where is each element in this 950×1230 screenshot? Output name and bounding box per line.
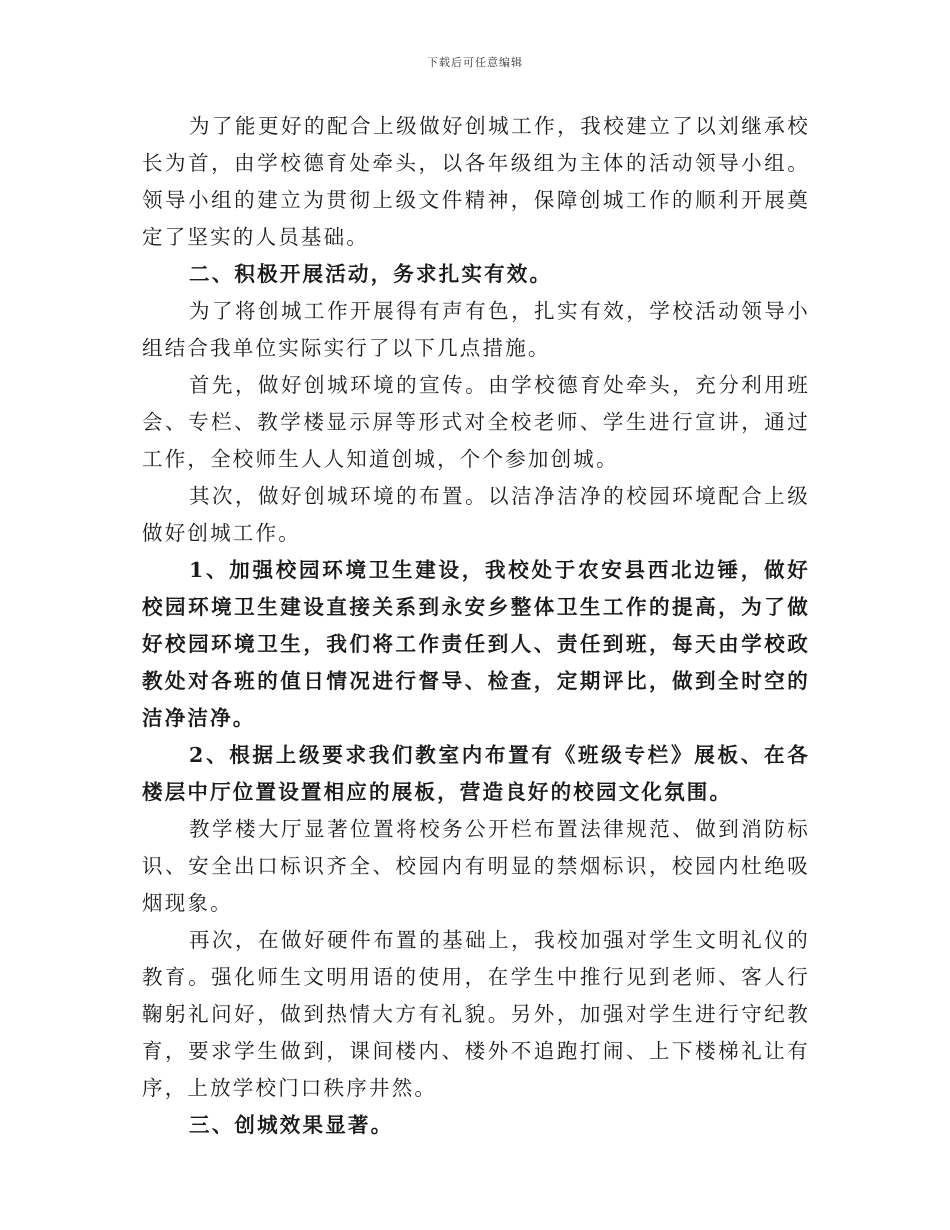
paragraph-lobby-signage: 教学楼大厅显著位置将校务公开栏布置法律规范、做到消防标识、安全出口标识齐全、校园内有明显的禁烟标识，校园内杜绝吸烟现象。 (142, 817, 810, 915)
paragraph-item-1: 1、加强校园环境卫生建设，我校处于农安县西北边锤，做好校园环境卫生建设直接关系到永安乡整体卫生工作的提高，为了做好校园环境卫生，我们将工作责任到人、责任到班，每天由学校政教处对各班的值日情况进行督导、检查，定期评比，做到全时空的洁净洁净。 (142, 558, 810, 730)
section-heading-2: 二、积极开展活动，务求扎实有效。 (189, 262, 553, 286)
page-header: 下载后可任意编辑 (427, 56, 523, 69)
section-heading-3: 三、创城效果显著。 (189, 1113, 394, 1137)
paragraph-measures-intro: 为了将创城工作开展得有声有色，扎实有效，学校活动领导小组结合我单位实际实行了以下几点措施。 (142, 299, 810, 360)
paragraph-item-2: 2、根据上级要求我们教室内布置有《班级专栏》展板、在各楼层中厅位置设置相应的展板，营造良好的校园文化氛围。 (142, 743, 810, 804)
paragraph-etiquette-education: 再次，在做好硬件布置的基础上，我校加强对学生文明礼仪的教育。强化师生文明用语的使用，在学生中推行见到老师、客人行鞠躬礼问好，做到热情大方有礼貌。另外，加强对学生进行守纪教育，要求学生做到，课间楼内、楼外不追跑打闹、上下楼梯礼让有序，上放学校门口秩序井然。 (142, 928, 810, 1100)
document-body (142, 108, 810, 1144)
paragraph-environment-layout: 其次，做好创城环境的布置。以洁净洁净的校园环境配合上级做好创城工作。 (142, 484, 810, 545)
paragraph-leadership-group: 为了能更好的配合上级做好创城工作，我校建立了以刘继承校长为首，由学校德育处牵头，以各年级组为主体的活动领导小组。领导小组的建立为贯彻上级文件精神，保障创城工作的顺利开展奠定了坚实的人员基础。 (142, 114, 810, 249)
paragraph-publicity: 首先，做好创城环境的宣传。由学校德育处牵头，充分利用班会、专栏、教学楼显示屏等形式对全校老师、学生进行宣讲，通过工作，全校师生人人知道创城，个个参加创城。 (142, 373, 810, 471)
